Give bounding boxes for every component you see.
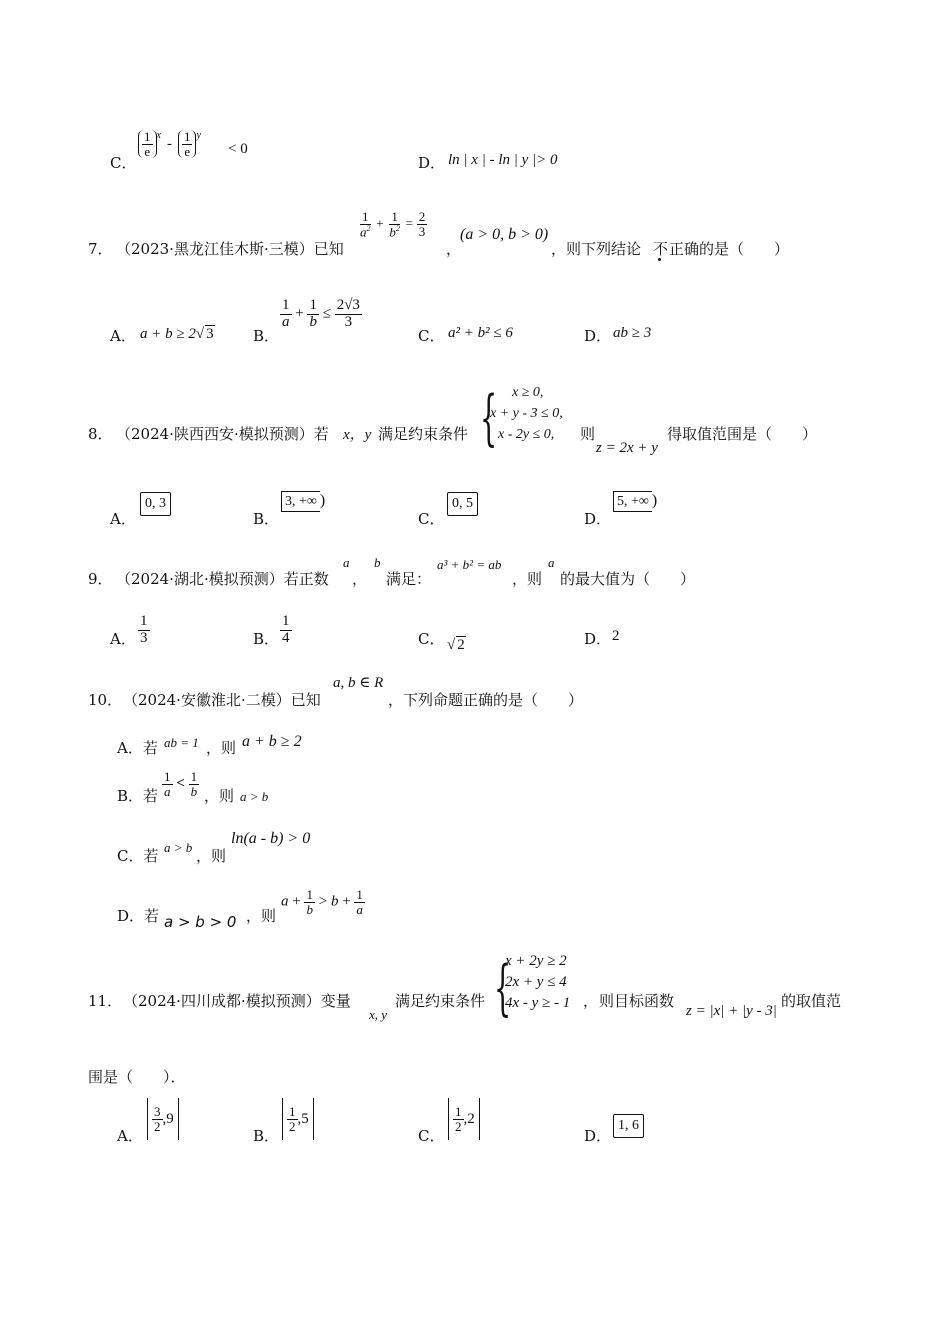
q7-option-d-label: D． [584, 327, 612, 345]
q10-option-d-cond: a > b > 0 [164, 913, 237, 931]
q10-option-b-result: a > b [240, 789, 269, 804]
q8-suffix: 得取值范围是（ ） [667, 425, 818, 443]
q7-option-d-math: ab ≥ 3 [613, 325, 652, 341]
q8-option-a: 0, 3 [140, 492, 171, 516]
q10-number: 10． [88, 691, 123, 709]
q9-suffix: 的最大值为（ ） [560, 570, 696, 588]
q10-option-c-cond: a > b [164, 840, 193, 855]
q11-line2: 围是（ ）． [88, 1068, 186, 1086]
q10-prefix: （2024·安徽淮北·二模）已知 [123, 691, 321, 709]
q10-option-c-result: ln(a - b) > 0 [231, 830, 311, 847]
q10-option-d-result: a + $\frac{1}{b}$ > b + $\frac{1}{a}$ [281, 887, 363, 917]
q11-suffix: 的取值范 [781, 992, 842, 1010]
q10-option-a-result: a + b ≥ 2 [242, 733, 302, 750]
q7-given-equation: $\frac{1}{a^2}$ + $\frac{1}{b^2}$ = $\frac{2}{3}$ [360, 209, 426, 239]
q9-number: 9． [88, 570, 113, 588]
q9-equation: a³ + b² = ab [437, 557, 502, 572]
q6-option-d-label: D． [418, 154, 446, 172]
q7-option-a-label: A． [110, 327, 136, 345]
q8-vars: x，y [343, 427, 372, 443]
q9-option-a-label: A． [110, 630, 136, 648]
q11-vars: x, y [369, 1007, 388, 1022]
q11-option-a: $\frac{3}{2}$ ,9 [147, 1098, 179, 1140]
q11-option-c: $\frac{1}{2}$ ,2 [448, 1098, 480, 1140]
q10-option-b-cond: $\frac{1}{a}$ < $\frac{1}{b}$ [164, 769, 198, 799]
q11-constraints: x + 2y ≥ 2 2x + y ≤ 4 4x - y ≥ - 1 [505, 953, 571, 1011]
q11-option-c-label: C． [418, 1127, 445, 1145]
q9-var-a: a [343, 555, 350, 570]
q10-option-b-label: B．若 [117, 787, 159, 805]
q8-prefix: （2024·陕西西安·模拟预测）若 [116, 425, 329, 443]
q9-var-a2: a [548, 555, 555, 570]
q11-option-b: $\frac{1}{2}$ ,5 [282, 1098, 314, 1140]
q7-prefix: （2023·黑龙江佳木斯·三模）已知 [116, 240, 344, 258]
q10-suffix: ，下列命题正确的是（ ） [388, 691, 584, 709]
q7-option-b-label: B． [253, 327, 280, 345]
q9-option-c-label: C． [418, 630, 445, 648]
q6-option-c-label: C． [110, 154, 137, 172]
q8-option-b: 3, +∞ ) [281, 492, 325, 510]
q7-suffix-a: ，则下列结论 [551, 240, 642, 258]
q11-mid: 满足约束条件 [395, 992, 486, 1010]
q8-option-d: 5, +∞ ) [613, 492, 657, 510]
q9-then: ，则 [512, 570, 543, 588]
q6-option-c-math: $\frac{1}{e}$ $^x$ - $\frac{1}{e}$ $^y$ [138, 130, 201, 158]
q9-option-b-label: B． [253, 630, 280, 648]
q10-option-c-label: C．若 [117, 847, 159, 865]
q9-option-d: 2 [612, 628, 620, 644]
q11-number: 11． [88, 992, 123, 1010]
q8-objective: z = 2x + y [596, 440, 658, 456]
q7-option-b-math: $\frac{1}{a}$ + $\frac{1}{b}$ ≤ $\frac{2√3}{3}$ [282, 297, 360, 330]
q6-option-c-tail: < 0 [228, 141, 248, 157]
q9-option-d-label: D． [584, 630, 612, 648]
q7-emphasis-not: 不 [653, 240, 669, 258]
q11-option-b-label: B． [253, 1127, 280, 1145]
q9-var-b: b [374, 555, 381, 570]
q8-option-c: 0, 5 [447, 492, 478, 516]
q9-option-a: $\frac{1}{3}$ [140, 613, 148, 646]
q8-option-b-label: B． [253, 510, 280, 528]
q7-condition: (a > 0, b > 0) [460, 226, 549, 243]
q9-mid: 满足： [386, 570, 432, 588]
q8-then: 则 [580, 425, 596, 443]
q8-mid: 满足约束条件 [378, 425, 469, 443]
left-brace-icon: { [494, 953, 512, 1023]
q10-set: a, b ∈ R [333, 675, 384, 691]
q7-option-a-math: a + b ≥ 2√ 3 [140, 326, 214, 342]
q6-option-d-math: ln | x | - ln | y |> 0 [448, 152, 558, 168]
q10-option-a-cond: ab = 1 [164, 735, 199, 750]
emphasis-dot-icon [658, 258, 661, 261]
q9-option-c: √ 2 [447, 637, 465, 653]
q7-option-c-label: C． [418, 327, 445, 345]
q11-prefix: （2024·四川成都·模拟预测）变量 [123, 992, 351, 1010]
q11-option-d: 1, 6 [613, 1114, 644, 1138]
q11-option-d-label: D． [584, 1127, 612, 1145]
q8-option-d-label: D． [584, 510, 612, 528]
q7-number: 7． [88, 240, 113, 258]
q8-option-a-label: A． [110, 510, 136, 528]
q10-option-a-label: A．若 [117, 739, 158, 757]
q7-suffix-b: 正确的是（ ） [669, 240, 790, 258]
q7-option-c-math: a² + b² ≤ 6 [448, 325, 513, 341]
q8-option-c-label: C． [418, 510, 445, 528]
q11-then: 则目标函数 [599, 992, 675, 1010]
q11-option-a-label: A． [117, 1127, 143, 1145]
left-brace-icon: { [480, 383, 498, 453]
q11-objective: z = |x| + |y - 3| [686, 1003, 777, 1019]
q8-number: 8． [88, 425, 113, 443]
q8-constraints: x ≥ 0, x + y - 3 ≤ 0, x - 2y ≤ 0, [490, 385, 563, 442]
q9-option-b: $\frac{1}{4}$ [282, 613, 290, 646]
q10-option-d-label: D．若 [117, 907, 160, 925]
q9-prefix: （2024·湖北·模拟预测）若正数 [116, 570, 329, 588]
